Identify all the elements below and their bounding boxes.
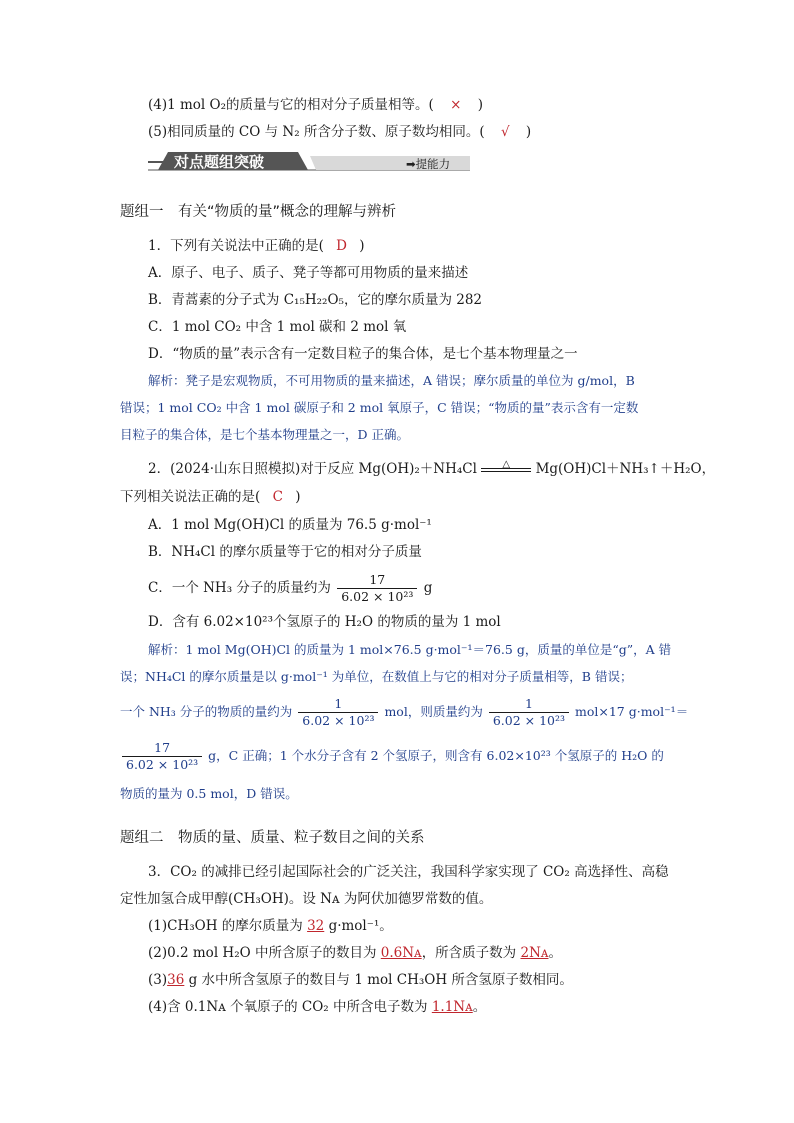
correct-mark: √ bbox=[500, 124, 510, 140]
q1-stem: 1．下列有关说法中正确的是( D ) bbox=[148, 238, 365, 254]
q2-option-b: B．NH₄Cl 的摩尔质量等于它的相对分子质量 bbox=[148, 544, 422, 560]
q1-option-b: B．青蒿素的分子式为 C₁₅H₂₂O₅，它的摩尔质量为 282 bbox=[148, 292, 482, 308]
q3-part-2: (2)0.2 mol H₂O 中所含原子的数目为 0.6Nᴀ，所含质子数为 2Nᴀ。 bbox=[148, 945, 563, 961]
q3-part-1: (1)CH₃OH 的摩尔质量为 32 g·mol⁻¹。 bbox=[148, 918, 393, 934]
q1-option-d: D．“物质的量”表示含有一定数目粒子的集合体，是七个基本物理量之一 bbox=[148, 346, 578, 362]
q2-option-a: A．1 mol Mg(OH)Cl 的质量为 76.5 g·mol⁻¹ bbox=[148, 517, 432, 533]
reaction-arrow bbox=[481, 458, 531, 472]
q2-option-c: C．一个 NH₃ 分子的质量约为 $\frac{17}{\text{6.02 × 10²³}}$ g bbox=[148, 572, 433, 604]
group1-heading: 题组一 有关“物质的量”概念的理解与辨析 bbox=[120, 204, 397, 220]
arrow-right-icon: ➡ bbox=[406, 157, 416, 171]
q1-explanation-2: 错误；1 mol CO₂ 中含 1 mol 碳原子和 2 mol 氧原子，C 错误；“物质的量”表示含有一定数 bbox=[120, 400, 639, 415]
q3-part-3: (3)36 g 水中所含氢原子的数目与 1 mol CH₃OH 所含氢原子数相同。 bbox=[148, 972, 573, 988]
q1-explanation-3: 目粒子的集合体，是七个基本物理量之一，D 正确。 bbox=[120, 427, 409, 442]
q2-option-d: D．含有 6.02×10²³个氢原子的 H₂O 的物质的量为 1 mol bbox=[148, 614, 501, 630]
q3-stem-2: 定性加氢合成甲醇(CH₃OH)。设 Nᴀ 为阿伏加德罗常数的值。 bbox=[120, 891, 493, 907]
q1-explanation-1: 解析：凳子是宏观物质，不可用物质的量来描述，A 错误；摩尔质量的单位为 g/mol，B bbox=[148, 373, 635, 388]
q1-option-c: C．1 mol CO₂ 中含 1 mol 碳和 2 mol 氧 bbox=[148, 319, 407, 335]
q3-2-answer-2: 2Nᴀ bbox=[520, 945, 549, 961]
q2-stem: 2．(2024·山东日照模拟)对于反应 Mg(OH)₂＋NH₄Cl △ Mg(OH)Cl＋NH₃↑＋H₂O， bbox=[148, 459, 715, 479]
q3-stem-1: 3．CO₂ 的减排已经引起国际社会的广泛关注，我国科学家实现了 CO₂ 高选择性、高稳 bbox=[148, 864, 669, 880]
banner-tag: ➡提能力 bbox=[406, 157, 451, 171]
q2-stem-2: 下列相关说法正确的是( C ) bbox=[120, 489, 301, 505]
heat-symbol: △ bbox=[502, 458, 511, 470]
q2-explanation-3: 一个 NH₃ 分子的物质的量约为 $\frac{1}{\text{6.02 × 10²³}}$ mol，则质量约为 $\frac{1}{\text{6.02 × 10²³}}$ mol×17 g·mol⁻¹＝ bbox=[120, 696, 689, 728]
fraction: $\frac{1}{\text{6.02 × 10²³}}$ bbox=[489, 696, 569, 729]
q2-explanation-1: 解析：1 mol Mg(OH)Cl 的质量为 1 mol×76.5 g·mol⁻¹＝76.5 g，质量的单位是“g”，A 错 bbox=[148, 642, 672, 657]
q2-explanation-4: $\frac{17}{\text{6.02 × 10²³}}$ g，C 正确；1 个水分子含有 2 个氢原子，则含有 6.02×10²³ 个氢原子的 H₂O 的 bbox=[120, 738, 664, 774]
q2-answer: C bbox=[272, 489, 283, 505]
q1-option-a: A．原子、电子、质子、凳子等都可用物质的量来描述 bbox=[148, 265, 469, 281]
q3-3-answer: 36 bbox=[167, 972, 185, 988]
fraction: $\frac{1}{\text{6.02 × 10²³}}$ bbox=[298, 696, 378, 729]
judgement-line-4: (4)1 mol O₂的质量与它的相对分子质量相等。( × ) bbox=[148, 97, 483, 113]
fraction: $\frac{17}{\text{6.02 × 10²³}}$ bbox=[337, 572, 417, 605]
q3-4-answer: 1.1Nᴀ bbox=[431, 999, 473, 1015]
q3-2-answer-1: 0.6Nᴀ bbox=[380, 945, 422, 961]
q3-part-4: (4)含 0.1Nᴀ 个氧原子的 CO₂ 中所含电子数为 1.1Nᴀ。 bbox=[148, 999, 487, 1015]
q2-explanation-2: 误；NH₄Cl 的摩尔质量是以 g·mol⁻¹ 为单位，在数值上与它的相对分子质量相等，B 错误； bbox=[120, 669, 633, 684]
section-banner bbox=[148, 148, 470, 176]
wrong-mark: × bbox=[450, 97, 462, 113]
fraction: $\frac{17}{\text{6.02 × 10²³}}$ bbox=[122, 740, 202, 773]
q2-explanation-5: 物质的量为 0.5 mol，D 错误。 bbox=[120, 786, 298, 801]
banner-title: 对点题组突破 bbox=[174, 153, 265, 171]
group2-heading: 题组二 物质的量、质量、粒子数目之间的关系 bbox=[120, 830, 425, 846]
q3-1-answer: 32 bbox=[307, 918, 325, 934]
judgement-line-5: (5)相同质量的 CO 与 N₂ 所含分子数、原子数均相同。( √ ) bbox=[148, 124, 532, 140]
q1-answer: D bbox=[336, 238, 347, 254]
